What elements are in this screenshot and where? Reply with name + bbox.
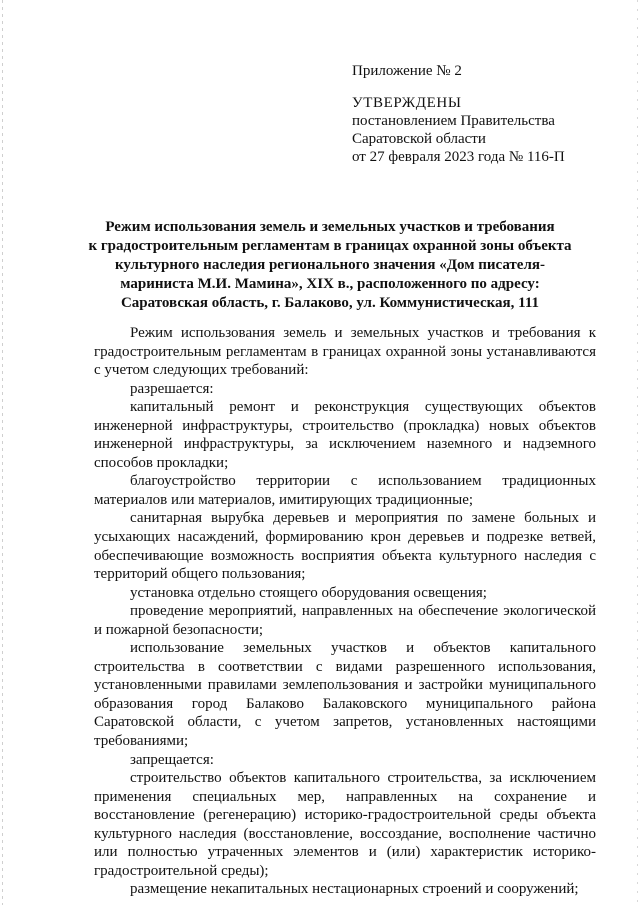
forbidden-item: строительство объектов капитального строительства, за исключением применения специальных мер, направленных на сохранение и восстановление (регенерацию) историко-градостроительной среды объекта культурного наследия (восстановление, воссоздание, восполнение частично или полностью утраченных элементов и (или) характеристик историко-градостроительной среды);	[94, 770, 596, 879]
forbidden-heading: запрещается:	[130, 751, 214, 768]
approval-line-2: Саратовской области	[352, 131, 486, 147]
allowed-item: использование земельных участков и объектов капитального строительства в соответствии с видами разрешенного использования, установленными правилами землепользования и застройки муниципального образования город Балаково Балаковского муниципального района Саратовской области, с учетом запретов, установленных настоящими требованиями;	[94, 640, 596, 750]
scan-edge-right	[637, 0, 638, 905]
document-title	[80, 218, 580, 313]
title-line-1: Режим использования земель и земельных участков и требования	[105, 219, 555, 235]
title-line-4: мариниста М.И. Мамина», XIX в., расположенного по адресу:	[120, 276, 540, 292]
approval-line-1: постановлением Правительства	[352, 113, 555, 129]
scan-edge-left	[2, 0, 3, 905]
approval-line-3: от 27 февраля 2023 года № 116-П	[352, 149, 565, 165]
title-line-3: культурного наследия регионального значения «Дом писателя-	[115, 257, 545, 273]
forbidden-item: размещение некапитальных нестационарных строений и сооружений;	[130, 881, 579, 898]
approval-header	[352, 62, 622, 166]
appendix-number: Приложение № 2	[352, 63, 462, 79]
document-body	[94, 324, 596, 899]
title-line-2: к градостроительным регламентам в границах охранной зоны объекта	[88, 238, 572, 254]
allowed-item: санитарная вырубка деревьев и мероприятия по замене больных и усыхающих насаждений, формированию крон деревьев и подрезке ветвей, обеспечивающие возможность восприятия объекта культурного наследия с территорий общего пользования;	[94, 510, 596, 583]
allowed-heading: разрешается:	[130, 380, 214, 397]
intro-paragraph: Режим использования земель и земельных участков и требования к градостроительным регламентам в границах охранной зоны устанавливаются с учетом следующих требований:	[94, 325, 596, 379]
allowed-item: установка отдельно стоящего оборудования освещения;	[130, 584, 487, 601]
title-line-5: Саратовская область, г. Балаково, ул. Коммунистическая, 111	[120, 295, 540, 311]
allowed-item: капитальный ремонт и реконструкция существующих объектов инженерной инфраструктуры, строительство (прокладка) новых объектов инженерной инфраструктуры, за исключением наземного и надземного способов прокладки;	[94, 399, 596, 471]
allowed-item: благоустройство территории с использованием традиционных материалов или материалов, имитирующих традиционные;	[94, 473, 596, 508]
approved-label: УТВЕРЖДЕНЫ	[352, 95, 462, 111]
allowed-item: проведение мероприятий, направленных на обеспечение экологической и пожарной безопасности;	[94, 603, 596, 638]
